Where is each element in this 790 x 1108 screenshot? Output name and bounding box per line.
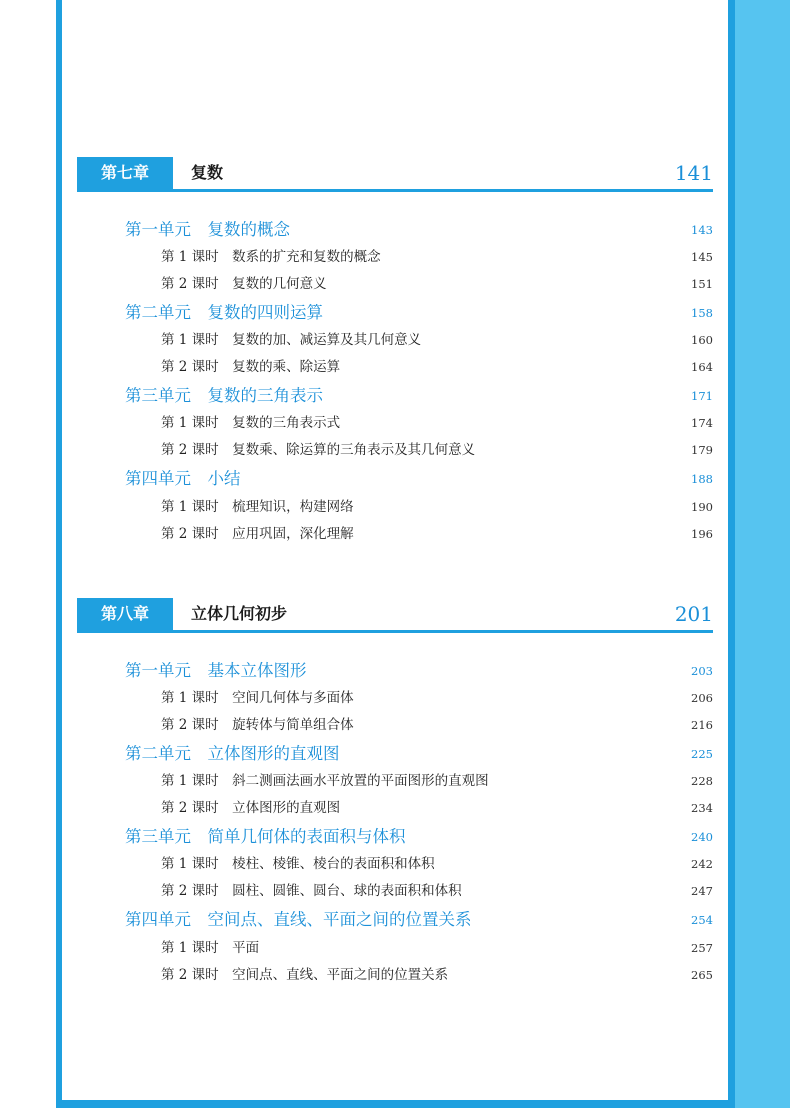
lesson-page-number: 257 [691, 941, 713, 955]
unit-page-number: 225 [691, 747, 713, 761]
lesson-page-number: 216 [691, 718, 713, 732]
lesson-page-number: 206 [691, 691, 713, 705]
toc-lesson[interactable] [62, 768, 728, 794]
bottom-border-line [56, 1100, 735, 1108]
lesson-label: 第 1 课时 空间几何体与多面体 [161, 690, 354, 706]
lesson-page-number: 228 [691, 774, 713, 788]
toc-lesson[interactable] [62, 962, 728, 988]
lesson-page-number: 234 [691, 801, 713, 815]
chapter-header-8[interactable] [62, 598, 728, 634]
lesson-label: 第 2 课时 复数的几何意义 [161, 276, 327, 292]
toc-unit[interactable] [62, 466, 728, 492]
lesson-label: 第 1 课时 平面 [161, 940, 260, 956]
toc-lesson[interactable] [62, 712, 728, 738]
lesson-page-number: 196 [691, 527, 713, 541]
unit-page-number: 188 [691, 472, 713, 486]
toc-unit[interactable] [62, 824, 728, 850]
toc-unit[interactable] [62, 217, 728, 243]
toc-lesson[interactable] [62, 244, 728, 270]
lesson-label: 第 2 课时 旋转体与简单组合体 [161, 717, 354, 733]
unit-label: 第三单元 简单几何体的表面积与体积 [125, 827, 406, 846]
lesson-label: 第 2 课时 复数的乘、除运算 [161, 359, 341, 375]
toc-lesson[interactable] [62, 271, 728, 297]
toc-lesson[interactable] [62, 437, 728, 463]
chapter-header-7[interactable] [62, 157, 728, 193]
lesson-page-number: 190 [691, 500, 713, 514]
lesson-page-number: 179 [691, 443, 713, 457]
toc-page [62, 0, 728, 1100]
chapter-page-number: 201 [674, 602, 713, 626]
lesson-label: 第 1 课时 数系的扩充和复数的概念 [161, 249, 381, 265]
toc-lesson[interactable] [62, 795, 728, 821]
unit-label: 第三单元 复数的三角表示 [125, 386, 323, 405]
lesson-page-number: 145 [691, 250, 713, 264]
unit-label: 第四单元 小结 [125, 469, 241, 488]
lesson-page-number: 174 [691, 416, 713, 430]
chapter-badge: 第八章 [77, 598, 173, 630]
lesson-page-number: 151 [691, 277, 713, 291]
toc-unit[interactable] [62, 300, 728, 326]
toc-lesson[interactable] [62, 685, 728, 711]
toc-unit[interactable] [62, 907, 728, 933]
chapter-title: 复数 [191, 163, 224, 182]
lesson-label: 第 1 课时 梳理知识，构建网络 [161, 499, 354, 515]
chapter-underline [77, 189, 713, 192]
chapter-badge: 第七章 [77, 157, 173, 189]
unit-page-number: 240 [691, 830, 713, 844]
unit-page-number: 203 [691, 664, 713, 678]
lesson-page-number: 247 [691, 884, 713, 898]
toc-lesson[interactable] [62, 327, 728, 353]
lesson-label: 第 1 课时 棱柱、棱锥、棱台的表面积和体积 [161, 856, 435, 872]
unit-label: 第一单元 复数的概念 [125, 220, 290, 239]
unit-page-number: 158 [691, 306, 713, 320]
unit-page-number: 171 [691, 389, 713, 403]
unit-label: 第二单元 复数的四则运算 [125, 303, 323, 322]
unit-label: 第一单元 基本立体图形 [125, 661, 307, 680]
unit-page-number: 254 [691, 913, 713, 927]
toc-lesson[interactable] [62, 935, 728, 961]
unit-label: 第二单元 立体图形的直观图 [125, 744, 340, 763]
toc-lesson[interactable] [62, 494, 728, 520]
lesson-label: 第 1 课时 复数的三角表示式 [161, 415, 341, 431]
lesson-label: 第 2 课时 应用巩固，深化理解 [161, 526, 354, 542]
lesson-label: 第 2 课时 复数乘、除运算的三角表示及其几何意义 [161, 442, 476, 458]
toc-unit[interactable] [62, 383, 728, 409]
lesson-page-number: 242 [691, 857, 713, 871]
toc-lesson[interactable] [62, 521, 728, 547]
toc-lesson[interactable] [62, 878, 728, 904]
left-margin-strip [0, 0, 56, 1108]
unit-label: 第四单元 空间点、直线、平面之间的位置关系 [125, 910, 472, 929]
right-border-line [728, 0, 735, 1108]
lesson-page-number: 265 [691, 968, 713, 982]
lesson-label: 第 1 课时 复数的加、减运算及其几何意义 [161, 332, 422, 348]
toc-lesson[interactable] [62, 354, 728, 380]
lesson-label: 第 2 课时 立体图形的直观图 [161, 800, 341, 816]
chapter-page-number: 141 [674, 161, 713, 185]
toc-unit[interactable] [62, 658, 728, 684]
lesson-label: 第 2 课时 圆柱、圆锥、圆台、球的表面积和体积 [161, 883, 462, 899]
lesson-page-number: 160 [691, 333, 713, 347]
lesson-label: 第 2 课时 空间点、直线、平面之间的位置关系 [161, 967, 449, 983]
toc-lesson[interactable] [62, 410, 728, 436]
lesson-label: 第 1 课时 斜二测画法画水平放置的平面图形的直观图 [161, 773, 489, 789]
unit-page-number: 143 [691, 223, 713, 237]
toc-lesson[interactable] [62, 851, 728, 877]
lesson-page-number: 164 [691, 360, 713, 374]
chapter-title: 立体几何初步 [191, 604, 288, 623]
toc-unit[interactable] [62, 741, 728, 767]
chapter-underline [77, 630, 713, 633]
